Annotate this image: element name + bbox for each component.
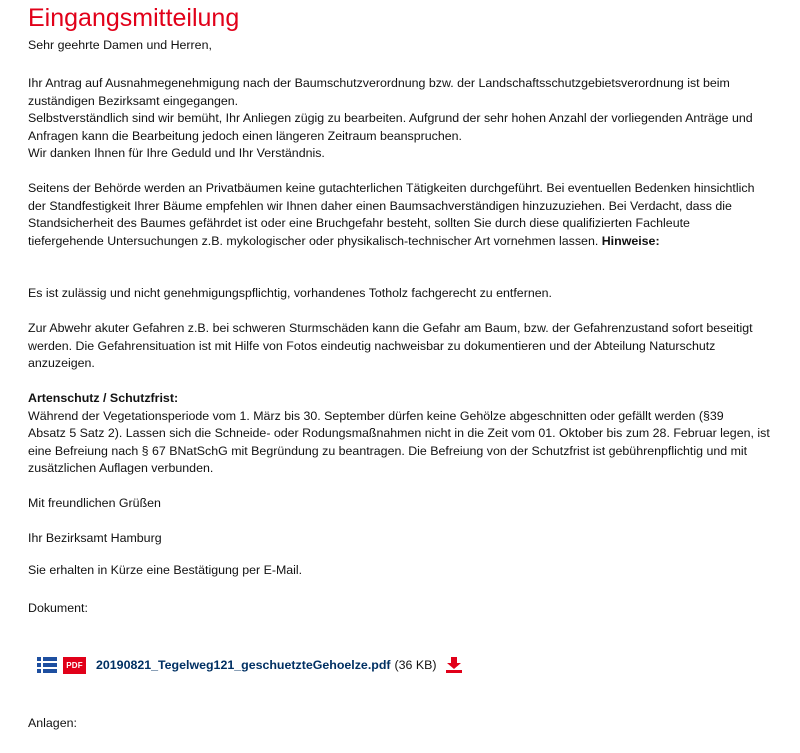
confirmation-note	[28, 562, 776, 580]
greeting-text: Sehr geehrte Damen und Herren,	[28, 38, 212, 52]
document-file-size: (36 KB)	[394, 658, 437, 672]
species-protection-section	[28, 390, 776, 478]
signature-text: Ihr Bezirksamt Hamburg	[28, 531, 162, 545]
document-label-text: Dokument:	[28, 601, 88, 615]
greeting	[28, 37, 776, 55]
assessment-line: Standsicherheit des Baumes gefährdet ist oder eine Bruchgefahr besteht, sollten Sie durch diese qualifizierten Fachleute	[28, 216, 690, 230]
attachments-label-text: Anlagen:	[28, 716, 77, 730]
species-protection-line: Absatz 5 Satz 2). Lassen sich die Schneide- oder Rodungsmaßnahmen nicht in die Zeit vom 01. Oktober bis zum 28. Februar legen, ist	[28, 426, 770, 440]
intro-line: Anfragen kann die Bearbeitung jedoch einen längeren Zeitraum beanspruchen.	[28, 128, 462, 143]
page-title: Eingangsmitteilung	[28, 4, 240, 32]
hazard-line: Zur Abwehr akuter Gefahren z.B. bei schweren Sturmschäden kann die Gefahr am Baum, bzw. der Gefahrenzustand sofort beseitigt	[28, 321, 753, 335]
deadwood-text: Es ist zulässig und nicht genehmigungspflichtig, vorhandenes Totholz fachgerecht zu entfernen.	[28, 286, 552, 300]
attachments-label	[28, 715, 776, 733]
species-protection-line: eine Befreiung nach § 67 BNatSchG mit Begründung zu beantragen. Die Befreiung von der Schutzfrist ist gebührenpflichtig und mit	[28, 443, 748, 458]
intro-line: zuständigen Bezirksamt eingegangen.	[28, 93, 239, 108]
document-label	[28, 600, 776, 618]
download-icon[interactable]	[445, 657, 463, 674]
closing-text: Mit freundlichen Grüßen	[28, 496, 161, 510]
assessment-last-line: tiefergehende Untersuchungen z.B. mykologischer oder physikalisch-technischer Art vornehmen lassen.	[28, 233, 599, 248]
list-icon[interactable]	[37, 656, 57, 674]
species-protection-line: Während der Vegetationsperiode vom 1. März bis 30. September dürfen keine Gehölze abgeschnitten oder gefällt werden (§39	[28, 408, 724, 423]
assessment-paragraph	[28, 180, 776, 250]
closing	[28, 495, 776, 513]
document-download-link[interactable]: 20190821_Tegelweg121_geschuetzteGehoelze.pdf	[96, 658, 391, 672]
confirmation-text: Sie erhalten in Kürze eine Bestätigung per E-Mail.	[28, 563, 303, 577]
hazard-line: anzuzeigen.	[28, 356, 95, 370]
signature	[28, 530, 776, 548]
species-protection-heading: Artenschutz / Schutzfrist:	[28, 391, 179, 405]
intro-paragraph	[28, 75, 776, 163]
species-protection-line: zusätzlichen Auflagen verbunden.	[28, 461, 214, 475]
intro-line: Ihr Antrag auf Ausnahmegenehmigung nach der Baumschutzverordnung bzw. der Landschaftsschutzgebietsverordnung ist beim	[28, 76, 730, 90]
assessment-line: Seitens der Behörde werden an Privatbäumen keine gutachterlichen Tätigkeiten durchgeführt. Bei eventuellen Bedenken hinsichtlich	[28, 181, 755, 195]
hazard-line: werden. Die Gefahrensituation ist mit Hilfe von Fotos eindeutig nachweisbar zu dokumentieren und der Abteilung Naturschutz	[28, 338, 716, 353]
assessment-line: der Standfestigkeit Ihrer Bäume empfehlen wir Ihnen daher einen Baumsachverständigen hinzuzuziehen. Bei Verdacht, dass die	[28, 198, 732, 213]
intro-line: Wir danken Ihnen für Ihre Geduld und Ihr Verständnis.	[28, 146, 325, 160]
intro-line: Selbstverständlich sind wir bemüht, Ihr Anliegen zügig zu bearbeiten. Aufgrund der sehr hohen Anzahl der vorliegenden Anträge und	[28, 111, 753, 125]
deadwood-paragraph	[28, 285, 776, 303]
hazard-paragraph	[28, 320, 776, 373]
hints-label: Hinweise:	[601, 233, 660, 248]
assessment-line	[28, 233, 776, 251]
document-item	[37, 655, 463, 675]
pdf-file-icon: PDF	[63, 657, 86, 674]
